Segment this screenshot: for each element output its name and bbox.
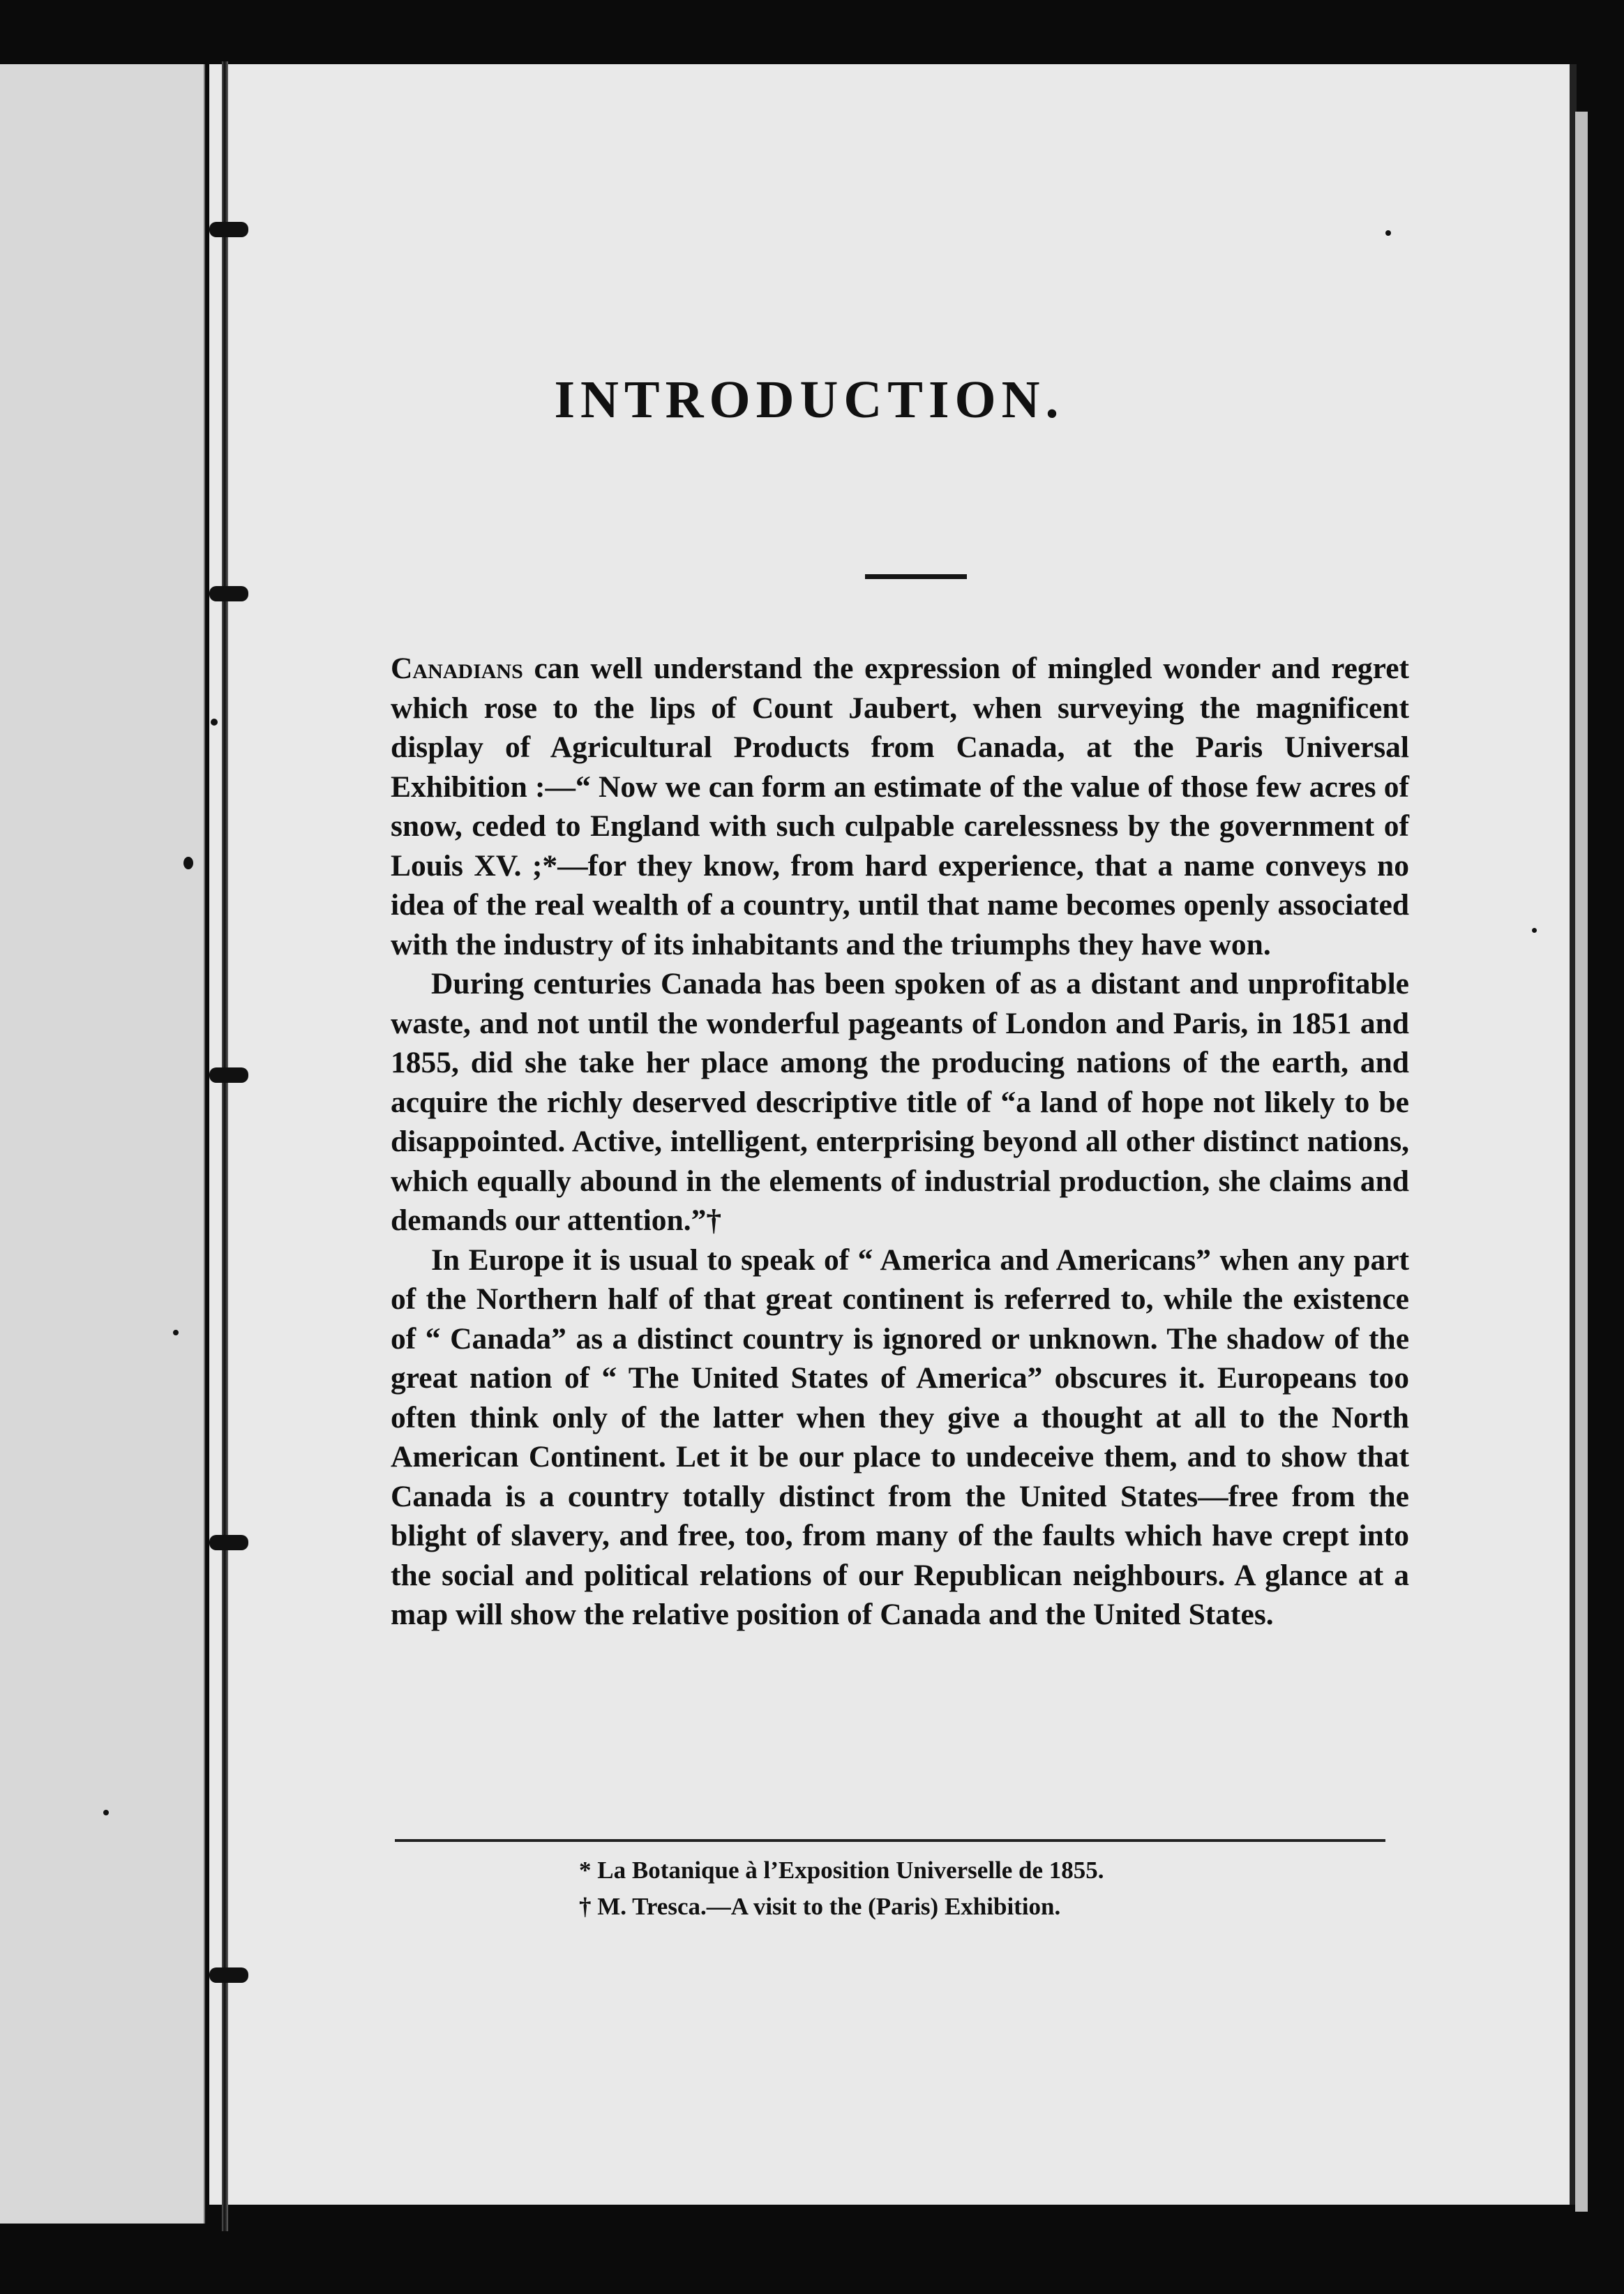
page-speck bbox=[1532, 928, 1537, 933]
binding-stitch bbox=[209, 222, 248, 237]
paragraph-1 bbox=[391, 649, 1409, 964]
binding-thread bbox=[222, 61, 228, 2231]
footnote-rule bbox=[395, 1839, 1385, 1842]
lead-word: Canadians bbox=[391, 652, 523, 685]
page-heading: INTRODUCTION. bbox=[554, 370, 1065, 429]
paragraph-1-text: can well understand the expression of mingled wonder and regret which rose to the lips of Count Jaubert, when surveying the magnificent display of Agricultural Products from Canada, at the Paris Universal Exhibition :—“ Now we can form an estimate of the value of those few acres of snow, ceded to England with such culpable carelessness by the government of Louis XV. ;*—for they know, from hard experience, that a name conveys no idea of the real wealth of a country, until that name becomes openly associated with the industry of its inhabitants and the triumphs they have won. bbox=[391, 652, 1409, 961]
facing-page-edge bbox=[0, 64, 205, 2224]
paragraph-2: During centuries Canada has been spoken of as a distant and unprofitable waste, and not until the wonderful pageants of London and Paris, in 1851 and 1855, did she take her place among the producing nations of the earth, and acquire the richly deserved descriptive title of “a land of hope not likely to be disappointed. Active, intelligent, enterprising beyond all other distinct nations, which equally abound in the elements of industrial production, she claims and demands our attention.”† bbox=[391, 967, 1409, 1237]
page-speck bbox=[103, 1810, 109, 1815]
heading-rule bbox=[865, 574, 967, 579]
page-speck bbox=[173, 1330, 179, 1335]
footnote-1: * La Botanique à l’Exposition Universelle de 1855. bbox=[579, 1857, 1104, 1884]
binding-stitch bbox=[209, 1067, 248, 1083]
binding-stitch bbox=[209, 586, 248, 601]
page-speck bbox=[183, 857, 193, 869]
body-text bbox=[391, 649, 1409, 1635]
page-edge-shadow bbox=[1575, 112, 1588, 2212]
footnote-2: † M. Tresca.—A visit to the (Paris) Exhibition. bbox=[579, 1893, 1061, 1920]
binding-stitch bbox=[209, 1535, 248, 1550]
footnotes bbox=[579, 1852, 1381, 1925]
binding-stitch bbox=[209, 1967, 248, 1983]
paragraph-3: In Europe it is usual to speak of “ America and Americans” when any part of the Northern half of that great continent is referred to, while the existence of “ Canada” as a distinct country is ignored or unknown. The shadow of the great nation of “ The United States of America” obscures it. Europeans too often think only of the latter when they give a thought at all to the North American Continent. Let it be our place to undeceive them, and to show that Canada is a country totally distinct from the United States—free from the blight of slavery, and free, too, from many of the faults which have crept into the social and political relations of our Republican neighbours. A glance at a map will show the relative position of Canada and the United States. bbox=[391, 1243, 1409, 1631]
page-speck bbox=[211, 719, 218, 726]
page-speck bbox=[1385, 230, 1391, 236]
